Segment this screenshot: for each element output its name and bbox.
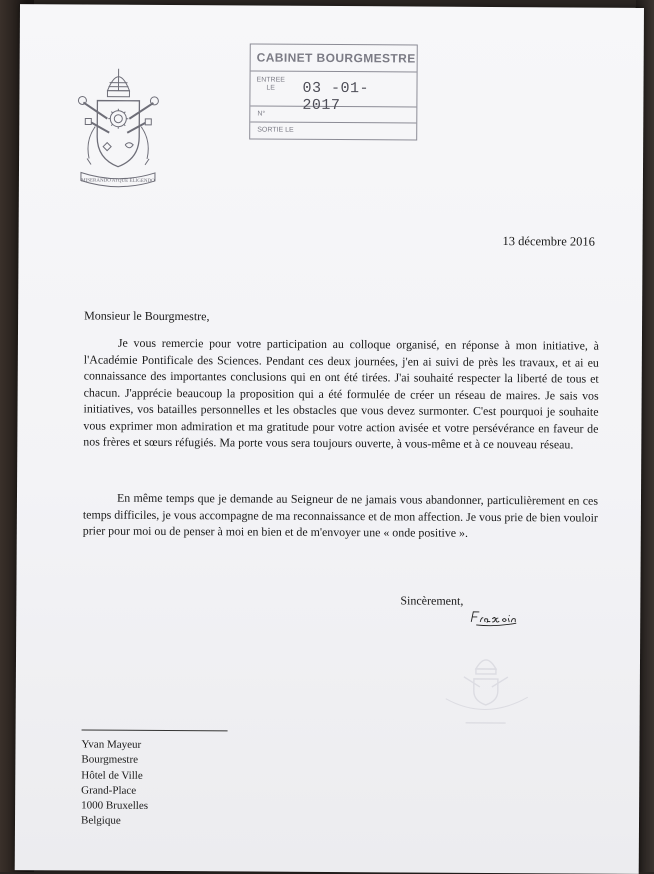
recipient-address — [81, 737, 148, 829]
coat-motto-text: MISERANDO ATQUE ELIGENDO — [81, 178, 155, 184]
address-line: Bourgmestre — [81, 753, 139, 767]
closing: Sincèrement, — [400, 593, 464, 608]
body-paragraph-2: En même temps que je demande au Seigneur de ne jamais vous abandonner, particulièrement en ces temps difficiles, je vous accompagne de ma reconnaissance et de mon affection. Je vous prie de bien vouloir prier pour moi ou de penser à moi en bien et de m'envoyer une « onde positive ». — [82, 490, 599, 540]
address-line: Hôtel de Ville — [81, 769, 143, 782]
cabinet-reception-stamp — [249, 43, 418, 140]
stamp-entree-label: ENTREE LE — [256, 76, 285, 92]
stamp-sortie-row: SORTIE LE — [257, 126, 294, 134]
handwritten-signature — [468, 608, 528, 630]
address-divider — [82, 729, 228, 731]
stamp-entree-date: 03 -01- 2017 — [302, 79, 370, 115]
salutation: Monsieur le Bourgmestre, — [84, 308, 210, 324]
papal-coat-of-arms-icon — [73, 60, 164, 197]
letter-page — [15, 4, 644, 874]
address-line: Belgique — [80, 814, 121, 828]
stamp-entree-row — [250, 72, 416, 115]
letter-date: 13 décembre 2016 — [502, 234, 595, 249]
address-line: Yvan Mayeur — [81, 738, 142, 751]
embossed-seal-icon — [436, 647, 537, 732]
address-line: 1000 Bruxelles — [81, 799, 149, 813]
body-paragraph-1: Je vous remercie pour votre participation au colloque organisé, en réponse à mon initiative, à l'Académie Pontificale des Sciences. Pendant ces deux journées, j'en ai suivi de près les travaux, et ai eu connaissance des importantes conclusions qui en ont été tirées. J'ai souhaité respecter la liberté de tous et chacun. J'apprécie beaucoup la proposition qui a été formulée de créer un réseau de maires. Je sais vos initiatives, vos batailles personnelles et les obstacles que vous devez surmonter. C'est pourquoi je souhaite vous exprimer mon admiration et ma gratitude pour votre action avisée et votre persévérance en faveur de nos frères et sœurs réfugiés. Ma porte vous sera toujours ouverte, à vous-même et à ce nouveau réseau. — [83, 335, 599, 452]
stamp-number-row: N° — [250, 107, 416, 124]
address-line: Grand-Place — [81, 784, 137, 797]
stamp-title: CABINET BOURGMESTRE — [251, 45, 417, 73]
